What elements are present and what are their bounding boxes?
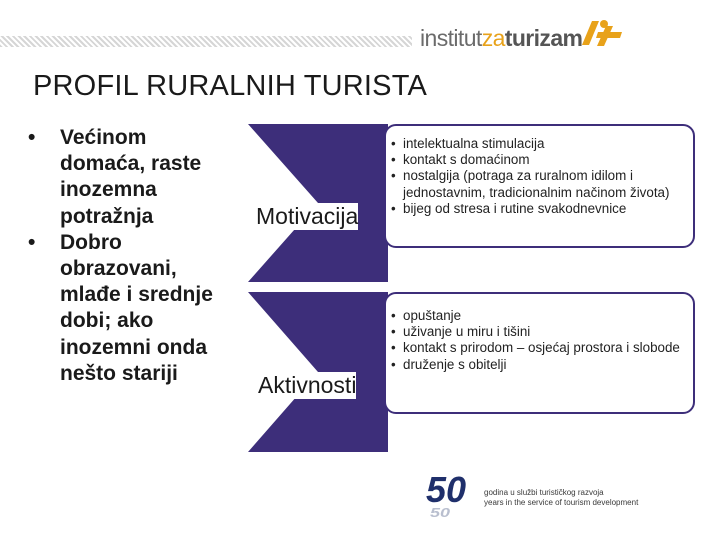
profile-bullet-list <box>28 125 233 387</box>
motivacija-list <box>386 136 693 217</box>
motivacija-item: • nostalgija (potraga za ruralnom idilom i jednostavnim, tradicionalnim načinom života) <box>386 168 693 200</box>
header-stripe <box>0 36 412 47</box>
aktivnosti-item: • opuštanje <box>386 308 693 324</box>
logo-text-turizam: turizam <box>504 25 583 51</box>
aktivnosti-item: • kontakt s prirodom – osjećaj prostora i slobode <box>386 340 693 356</box>
institute-logo-icon <box>576 18 624 48</box>
motivacija-item: • bijeg od stresa i rutine svakodnevnice <box>386 201 693 217</box>
profile-bullet: • Dobro obrazovani, mlađe i srednje dobi; ako inozemni onda nešto stariji <box>28 230 233 387</box>
badge-caption <box>484 488 638 508</box>
badge-caption-en: years in the service of tourism development <box>484 498 639 507</box>
logo-text-institut: institut <box>420 25 482 51</box>
aktivnosti-label: Aktivnosti <box>258 372 357 398</box>
aktivnosti-item: • druženje s obitelji <box>386 357 693 373</box>
motivacija-item: • kontakt s domaćinom <box>386 152 693 168</box>
aktivnosti-item: • uživanje u miru i tišini <box>386 324 693 340</box>
logo-text-za: za <box>481 25 505 51</box>
institute-logo-text <box>420 25 582 52</box>
badge-number: 50 <box>426 469 467 510</box>
svg-text:50: 50 <box>430 506 451 520</box>
anniversary-50-logo <box>426 468 486 520</box>
motivacija-item: • intelektualna stimulacija <box>386 136 693 152</box>
profile-bullet: • Većinom domaća, raste inozemna potražnja <box>28 125 233 230</box>
aktivnosti-list <box>386 308 693 373</box>
badge-caption-hr: godina u službi turističkog razvoja <box>484 488 604 497</box>
slide-title: PROFIL RURALNIH TURISTA <box>33 70 428 102</box>
motivacija-label: Motivacija <box>256 203 359 229</box>
motivacija-box <box>384 124 695 248</box>
aktivnosti-box <box>384 292 695 414</box>
